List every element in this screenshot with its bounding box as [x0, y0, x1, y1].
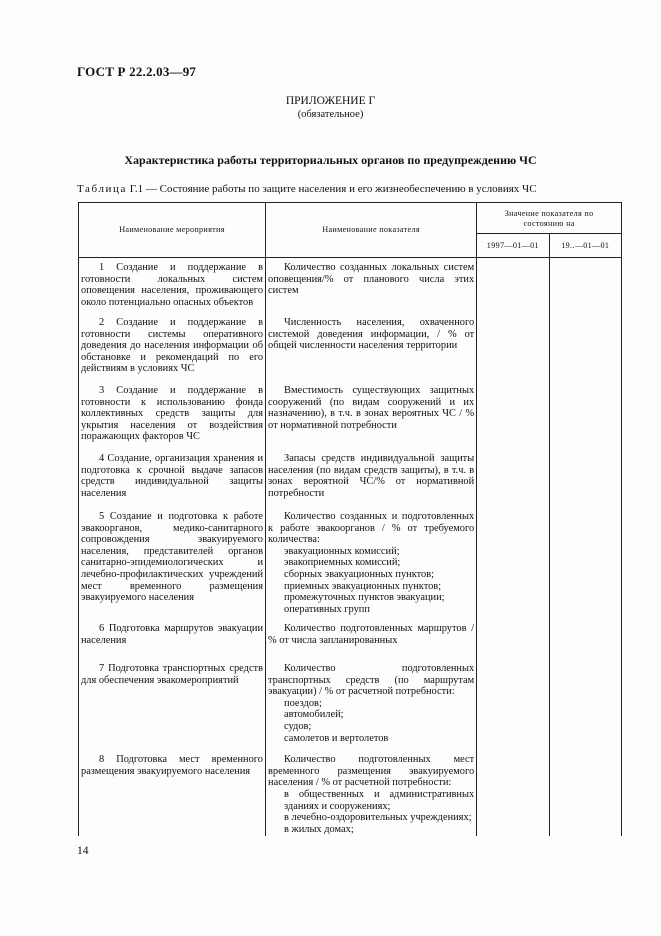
- value-cell-1997: [477, 617, 549, 655]
- measure-cell: [79, 655, 266, 744]
- indicator-cell: [266, 258, 477, 314]
- indicator-cell: [266, 655, 477, 744]
- table-row: [79, 447, 622, 503]
- table-caption: [77, 183, 637, 195]
- list-item: эвакоприемных комиссий;: [284, 557, 401, 569]
- table-row: [79, 744, 622, 836]
- header-measure: Наименование мероприятия: [79, 203, 266, 258]
- value-cell-19: [549, 617, 621, 655]
- measure-cell: [79, 258, 266, 314]
- measure-cell: [79, 447, 266, 503]
- standard-designation: ГОСТ Р 22.2.03—97: [77, 64, 197, 79]
- value-cell-19: [549, 503, 621, 617]
- indicator-table: [78, 202, 622, 836]
- measure-cell: [79, 313, 266, 379]
- measure-cell: [79, 379, 266, 447]
- list-item: оперативных групп: [284, 603, 370, 615]
- table-label: Таблица: [77, 183, 127, 195]
- table-row: [79, 617, 622, 655]
- measure-text: 6 Подготовка маршрутов эвакуации населения: [81, 623, 264, 646]
- table-row: [79, 258, 622, 314]
- appendix-note: (обязательное): [297, 109, 364, 120]
- table-row: [79, 655, 622, 744]
- measure-text: 4 Создание, организация хранения и подготовка к срочной выдаче запасов средств индивидуальной защиты населения: [81, 453, 264, 499]
- list-item: в лечебно-оздоровительных учреждениях;: [284, 812, 472, 824]
- value-cell-1997: [477, 744, 549, 836]
- appendix-title: ПРИЛОЖЕНИЕ Г: [285, 95, 376, 107]
- list-item: самолетов и вертолетов: [284, 732, 389, 744]
- header-date-19: 19..—01—01: [549, 234, 621, 258]
- indicator-text: Количество созданных локальных систем оповещения/% от планового числа этих систем: [268, 262, 475, 297]
- indicator-text: Вместимость существующих защитных сооружений (по видам сооружений и их назначению), в т.ч. в зонах вероятных ЧС / % от нормативной потребности: [268, 385, 475, 431]
- list-item: эвакуационных комиссий;: [284, 545, 400, 557]
- table-caption-text: Г.1 — Состояние работы по защите населения и его жизнеобеспечению в условиях ЧС: [127, 183, 537, 195]
- indicator-cell: [266, 379, 477, 447]
- list-item: промежуточных пунктов эвакуации;: [284, 592, 445, 604]
- header-indicator: Наименование показателя: [266, 203, 477, 258]
- header-value-group: Значение показателя по состоянию на: [477, 203, 622, 234]
- value-cell-1997: [477, 503, 549, 617]
- value-cell-19: [549, 258, 621, 314]
- value-cell-19: [549, 655, 621, 744]
- indicator-cell: [266, 617, 477, 655]
- list-item: сборных эвакуационных пунктов;: [284, 568, 435, 580]
- indicator-text: Запасы средств индивидуальной защиты населения (по видам средств защиты), в т.ч. в зонах вероятной ЧС/% от нормативной потребности: [268, 453, 475, 499]
- indicator-cell: [266, 447, 477, 503]
- indicator-cell: [266, 744, 477, 836]
- value-cell-1997: [477, 258, 549, 314]
- measure-cell: [79, 744, 266, 836]
- list-item: автомобилей;: [284, 709, 344, 721]
- value-cell-1997: [477, 313, 549, 379]
- indicator-text: Количество подготовленных транспортных средств (по маршрутам эвакуации) / % от расчетной потребности:: [268, 663, 475, 698]
- measure-text: 7 Подготовка транспортных средств для обеспечения эвакомероприятий: [81, 663, 264, 686]
- indicator-text: Количество подготовленных маршрутов / % от числа запланированных: [268, 623, 475, 646]
- indicator-cell: [266, 313, 477, 379]
- page-number: 14: [77, 845, 89, 857]
- list-item: поездов;: [284, 697, 322, 709]
- list-item: в общественных и административных зданиях и сооружениях;: [284, 788, 475, 812]
- table-row: [79, 313, 622, 379]
- measure-text: 5 Создание и подготовка к работе эвакоорганов, медико-санитарного сопровождения эвакуируемого населения, представителей органов санитарно-эпидемиологических и лечебно-профилактических учреждений мест временного размещения эвакуируемого населения: [81, 511, 264, 604]
- value-cell-19: [549, 313, 621, 379]
- value-cell-19: [549, 744, 621, 836]
- header-date-1997: 1997—01—01: [477, 234, 549, 258]
- table-row: [79, 503, 622, 617]
- value-cell-1997: [477, 655, 549, 744]
- list-item: судов;: [284, 720, 312, 732]
- value-cell-19: [549, 379, 621, 447]
- indicator-text: Численность населения, охваченного системой доведения информации, / % от общей численности населения территории: [268, 317, 475, 352]
- list-item: в жилых домах;: [284, 823, 354, 835]
- value-cell-19: [549, 447, 621, 503]
- measure-cell: [79, 503, 266, 617]
- indicator-cell: [266, 503, 477, 617]
- section-title: Характеристика работы территориальных органов по предупреждению ЧС: [124, 153, 537, 167]
- value-cell-1997: [477, 447, 549, 503]
- indicator-text: Количество созданных и подготовленных к работе эвакоорганов / % от требуемого количества:: [268, 511, 475, 546]
- appendix-heading: [0, 95, 661, 121]
- value-cell-1997: [477, 379, 549, 447]
- measure-text: 2 Создание и поддержание в готовности системы оперативного доведения до населения информации об обстановке и рекомендаций по его действиям в условиях ЧС: [81, 317, 264, 375]
- list-item: приемных эвакуационных пунктов;: [284, 580, 442, 592]
- measure-cell: [79, 617, 266, 655]
- measure-text: 3 Создание и поддержание в готовности к использованию фонда коллективных средств защиты для укрытия населения от воздействия поражающих факторов ЧС: [81, 385, 264, 443]
- measure-text: 8 Подготовка мест временного размещения эвакуируемого населения: [81, 754, 264, 777]
- table-row: [79, 379, 622, 447]
- measure-text: 1 Создание и поддержание в готовности локальных систем оповещения населения, проживающего около потенциально опасных объектов: [81, 262, 264, 308]
- indicator-text: Количество подготовленных мест временного размещения эвакуируемого населения / % от расчетной потребности:: [268, 754, 475, 789]
